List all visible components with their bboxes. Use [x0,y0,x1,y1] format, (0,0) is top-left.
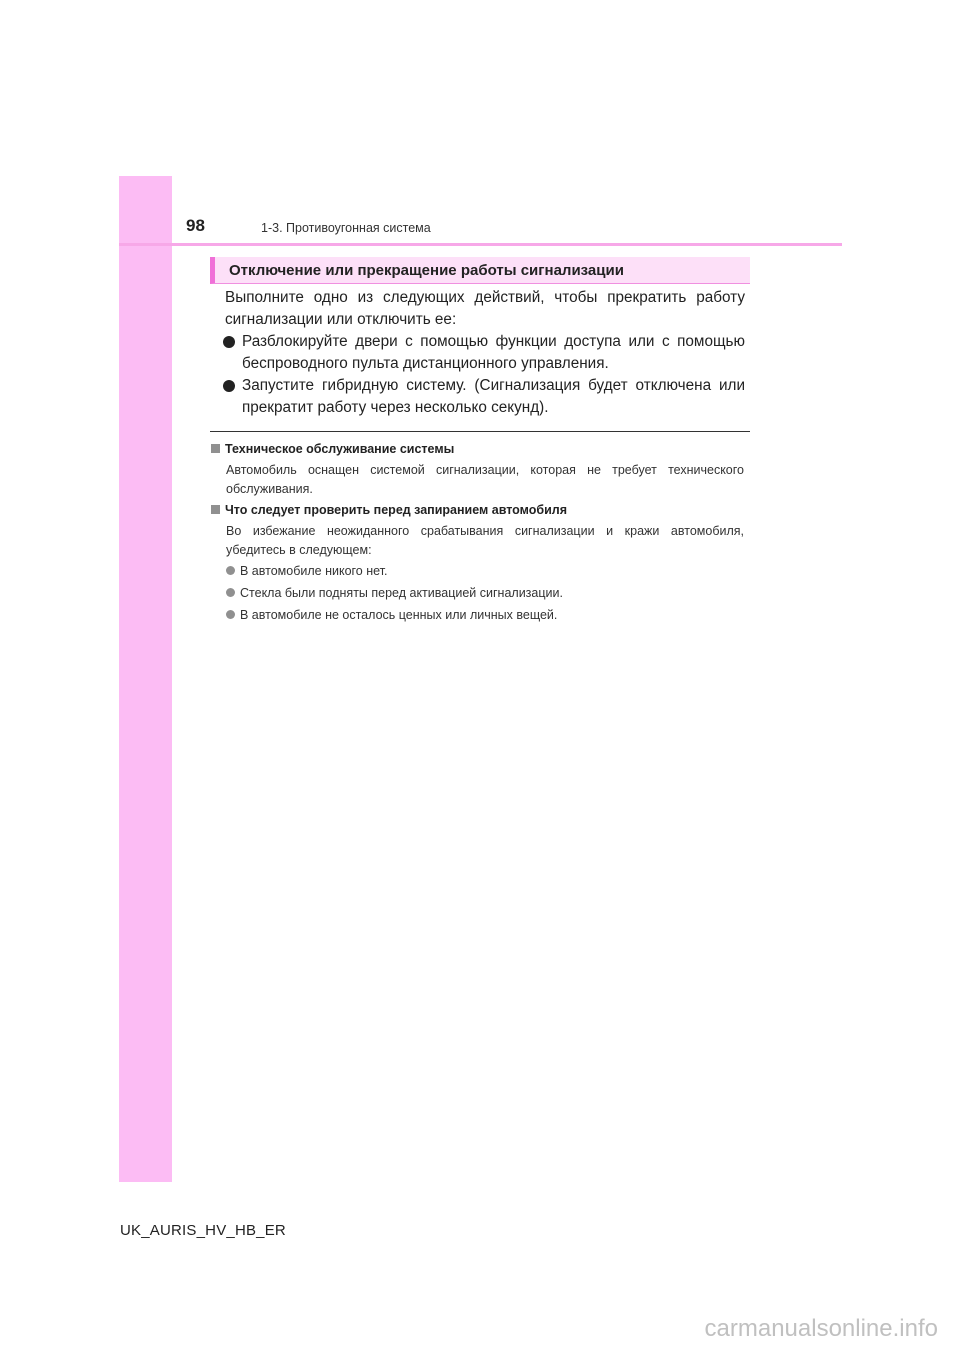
section-header [210,257,750,284]
circle-bullet-icon [226,588,235,597]
section-divider [210,431,750,432]
page-side-tab [119,176,172,1182]
square-bullet-icon [211,505,220,514]
circle-bullet-icon [226,610,235,619]
list-item-text: Запустите гибридную систему. (Сигнализация будет отключена или прекратит работу через несколько секунд). [242,377,745,416]
note-text: Автомобиль оснащен системой сигнализации, которая не требует технического обслуживания. [226,463,744,496]
square-bullet-icon [211,444,220,453]
chapter-title: 1-3. Противоугонная система [261,221,431,235]
bullet-icon [223,336,235,348]
note-text: Во избежание неожиданного срабатывания сигнализации и кражи автомобиля, убедитесь в следующем: [226,524,744,557]
section-title: Отключение или прекращение работы сигнализации [229,262,624,279]
page-number: 98 [186,216,205,235]
circle-bullet-icon [226,566,235,575]
list-item [226,608,557,622]
note-heading [211,442,454,456]
list-item [226,564,387,578]
list-item-text: В автомобиле не осталось ценных или личных вещей. [240,608,558,622]
section-intro: Выполните одно из следующих действий, чтобы прекратить работу сигнализации или отключить ее: [225,289,745,328]
list-item [223,375,745,419]
header-rule [119,243,842,246]
note-heading-text: Техническое обслуживание системы [225,442,455,456]
list-item-text: Стекла были подняты перед активацией сигнализации. [240,586,563,600]
list-item [223,331,745,375]
list-item-text: В автомобиле никого нет. [240,564,388,578]
list-item [226,586,563,600]
watermark: carmanualsonline.info [704,1315,938,1342]
document-code: UK_AURIS_HV_HB_ER [120,1222,286,1239]
note-heading-text: Что следует проверить перед запиранием автомобиля [225,503,567,517]
note-heading [211,503,567,517]
bullet-icon [223,380,235,392]
list-item-text: Разблокируйте двери с помощью функции доступа или с помощью беспроводного пульта дистанционного управления. [242,333,745,372]
